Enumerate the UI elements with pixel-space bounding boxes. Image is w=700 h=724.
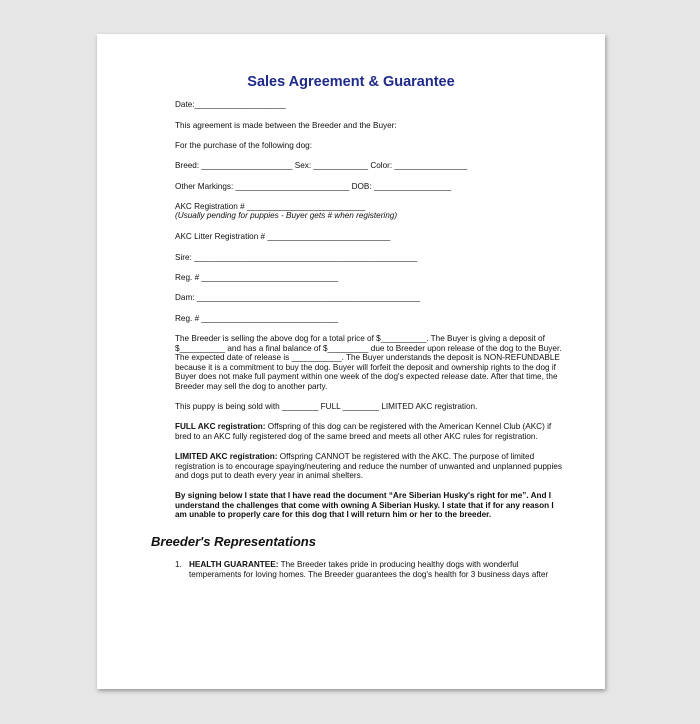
list-item-text: The Breeder takes pride in producing healthy dogs with wonderful temperaments for loving homes. The Breeder guarantees the dog's health for 3 business days after (189, 560, 549, 579)
list-item-number: 1. (175, 560, 182, 569)
list-item-label: HEALTH GUARANTEE: (189, 560, 279, 569)
akc-registration-note: (Usually pending for puppies - Buyer gets # when registering) (175, 211, 398, 220)
price-paragraph: The Breeder is selling the above dog for a total price of $__________. The Buyer is giving a deposit of $__________ and has a final balance of $_________ due to Breeder upon release of the dog to the Buyer. The expected date of release is ___________. The Buyer understands the deposit is NON-REFUNDABLE because it is a commitment to buy the dog. Buyer will forfeit the deposit and ownership rights to the dog if Buyer does not make full payment within one week of the dog's expected release date. After that time, the Breeder may sell the dog to another party. (175, 334, 562, 391)
list-item (175, 560, 565, 580)
limited-akc-paragraph (175, 452, 565, 481)
markings-dob-line: Other Markings: _________________________ DOB: _________________ (175, 182, 452, 191)
breed-sex-color-line: Breed: ____________________ Sex: ____________ Color: ________________ (175, 161, 468, 170)
section-title: Breeder's Representations (151, 534, 316, 549)
date-field: Date:____________________ (175, 100, 286, 109)
dam-reg-line: Reg. # ______________________________ (175, 314, 339, 323)
purchase-text: For the purchase of the following dog: (175, 141, 312, 150)
sire-reg-line: Reg. # ______________________________ (175, 273, 339, 282)
full-akc-text: Offspring of this dog can be registered with the American Kennel Club (AKC) if bred to an AKC fully registered dog of the same breed and meets all other AKC rules for registration. (175, 422, 552, 441)
akc-litter-line: AKC Litter Registration # ___________________________ (175, 232, 391, 241)
intro-text: This agreement is made between the Breeder and the Buyer: (175, 121, 397, 130)
sold-with-line: This puppy is being sold with ________ FULL ________ LIMITED AKC registration. (175, 402, 478, 411)
dam-line: Dam: _________________________________________________ (175, 293, 420, 302)
full-akc-label: FULL AKC registration: (175, 422, 266, 431)
document-title: Sales Agreement & Guarantee (247, 74, 455, 90)
limited-akc-label: LIMITED AKC registration: (175, 452, 278, 461)
sire-line: Sire: _________________________________________________ (175, 253, 418, 262)
signing-paragraph: By signing below I state that I have read the document “Are Siberian Husky's right for me”. And I understand the challenges that come with owning A Siberian Husky. I state that if for any reason I am unable to properly care for this dog that I will return him or her to the breeder. (175, 491, 554, 520)
full-akc-paragraph (175, 422, 565, 441)
document-page (97, 34, 605, 689)
limited-akc-text: Offspring CANNOT be registered with the AKC. The purpose of limited registration is to encourage spaying/neutering and reduce the number of unwanted and unplanned puppies and dogs put to death every year in animal shelters. (175, 452, 562, 481)
akc-registration-line: AKC Registration # __________________________ (175, 202, 366, 211)
